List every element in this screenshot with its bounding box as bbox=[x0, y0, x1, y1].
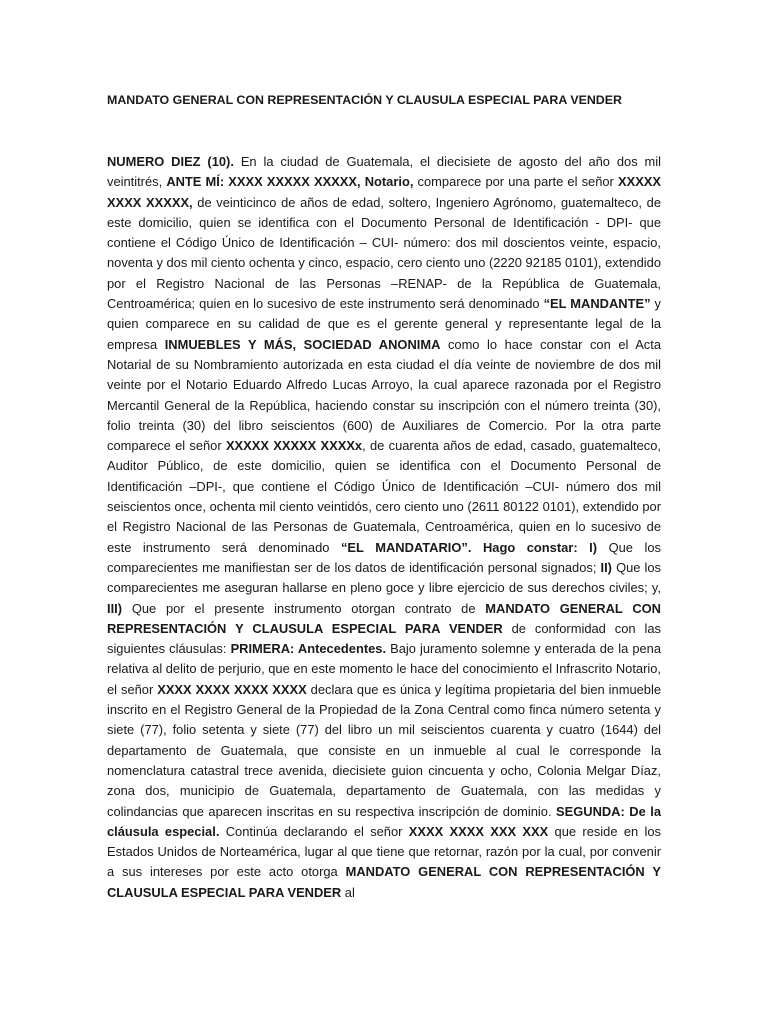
text-run: , de cuarenta años de edad, casado, guatemalteco, Auditor Público, de este domicilio, quien se identifica con el Documento Personal de Identificación –DPI-, que contiene el Código Único de Identificación –CUI- número dos mil seiscientos once, ochenta mil ciento veintidós, cero ciento uno (2611 80122 0101), extendido por el Registro Nacional de las Personas de Guatemala, Centroamérica, quien en lo sucesivo de este instrumento será denominado bbox=[107, 438, 661, 555]
text-run: de veinticinco de años de edad, soltero, Ingeniero Agrónomo, guatemalteco, de este domicilio, quien se identifica con el Documento Personal de Identificación - DPI- que contiene el Código Único de Identificación – CUI- número: dos mil doscientos veinte, espacio, noventa y dos mil ciento ochenta y cinco, espacio, cero ciento uno (2220 92185 0101), extendido por el Registro Nacional de las Personas –RENAP- de la República de Guatemala, Centroamérica; quien en lo sucesivo de este instrumento será denominado bbox=[107, 194, 661, 312]
text-run: declara que es única y legítima propietaria del bien inmueble inscrito en el Registro General de la Propiedad de la Zona Central como finca número setenta y siete (77), folio setenta y siete (77) del libro un mil seiscientos cuarenta y cuatro (1644) del departamento de Guatemala, que consiste en un inmueble al cual le corresponde la nomenclatura catastral trece avenida, diecisiete guion cincuenta y ocho, Colonia Melgar Díaz, zona dos, municipio de Guatemala, departamento de Guatemala, con las medidas y colindancias que aparecen inscritas en su respectiva inscripción de dominio. bbox=[107, 681, 661, 819]
bold-text-run: XXXXX XXXX XXXXX, bbox=[107, 174, 661, 210]
text-run: de conformidad con las siguientes cláusulas: bbox=[107, 620, 661, 657]
bold-text-run: MANDATO GENERAL CON REPRESENTACIÓN Y CLAUSULA ESPECIAL PARA VENDER bbox=[107, 600, 661, 636]
text-run: Que por el presente instrumento otorgan contrato de bbox=[122, 600, 486, 616]
bold-text-run: XXXX XXXX XXX XXX bbox=[408, 823, 549, 839]
bold-text-run: “EL MANDATARIO”. Hago constar: I) bbox=[340, 539, 598, 555]
text-run: Que los comparecientes me manifiestan ser de los datos de identificación personal signados; bbox=[107, 539, 662, 575]
text-run: al bbox=[341, 884, 355, 900]
bold-text-run: INMUEBLES Y MÁS, SOCIEDAD ANONIMA bbox=[164, 336, 441, 352]
bold-text-run: II) bbox=[600, 559, 612, 575]
document-body-paragraph bbox=[107, 152, 661, 903]
text-run: Continúa declarando el señor bbox=[219, 823, 409, 839]
text-run: En la ciudad de Guatemala, el diecisiete de agosto del año dos mil veintitrés, bbox=[107, 154, 661, 190]
text-run: que reside en los Estados Unidos de Norteamérica, lugar al que tiene que retornar, razón por la cual, por convenir a sus intereses por este acto otorga bbox=[107, 823, 662, 880]
bold-text-run: NUMERO DIEZ (10). bbox=[107, 154, 234, 169]
text-run: comparece por una parte el señor bbox=[413, 174, 618, 190]
bold-text-run: “EL MANDANTE” bbox=[543, 296, 651, 312]
bold-text-run: PRIMERA: Antecedentes. bbox=[230, 641, 387, 657]
bold-text-run: MANDATO GENERAL CON REPRESENTACIÓN Y CLAUSULA ESPECIAL PARA VENDER bbox=[107, 864, 661, 900]
text-run: y quien comparece en su calidad de que es el gerente general y representante legal de la empresa bbox=[107, 296, 661, 352]
text-run: como lo hace constar con el Acta Notarial de su Nombramiento autorizada en esta ciudad el día veinte de noviembre de dos mil veinte por el Notario Eduardo Alfredo Lucas Arroyo, la cual aparece razonada por el Registro Mercantil General de la República, haciendo constar su inscripción con el número treinta (30), folio treinta (30) del libro seiscientos (600) de Auxiliares de Comercio. Por la otra parte comparece el señor bbox=[107, 336, 662, 454]
bold-text-run: XXXXX XXXXX XXXXx bbox=[225, 438, 363, 454]
document-title: MANDATO GENERAL CON REPRESENTACIÓN Y CLAUSULA ESPECIAL PARA VENDER bbox=[107, 93, 622, 107]
bold-text-run: SEGUNDA: De la cláusula especial. bbox=[107, 803, 661, 839]
text-run: Que los comparecientes me aseguran hallarse en pleno goce y libre ejercicio de sus derechos civiles; y, bbox=[107, 559, 661, 596]
text-run: Bajo juramento solemne y enterada de la pena relativa al delito de perjurio, que en este momento le hace del conocimiento el Infrascrito Notario, el señor bbox=[107, 641, 662, 697]
bold-text-run: ANTE MÍ: XXXX XXXXX XXXXX, Notario, bbox=[166, 174, 414, 190]
bold-text-run: III) bbox=[107, 600, 123, 616]
bold-text-run: XXXX XXXX XXXX XXXX bbox=[157, 681, 307, 697]
